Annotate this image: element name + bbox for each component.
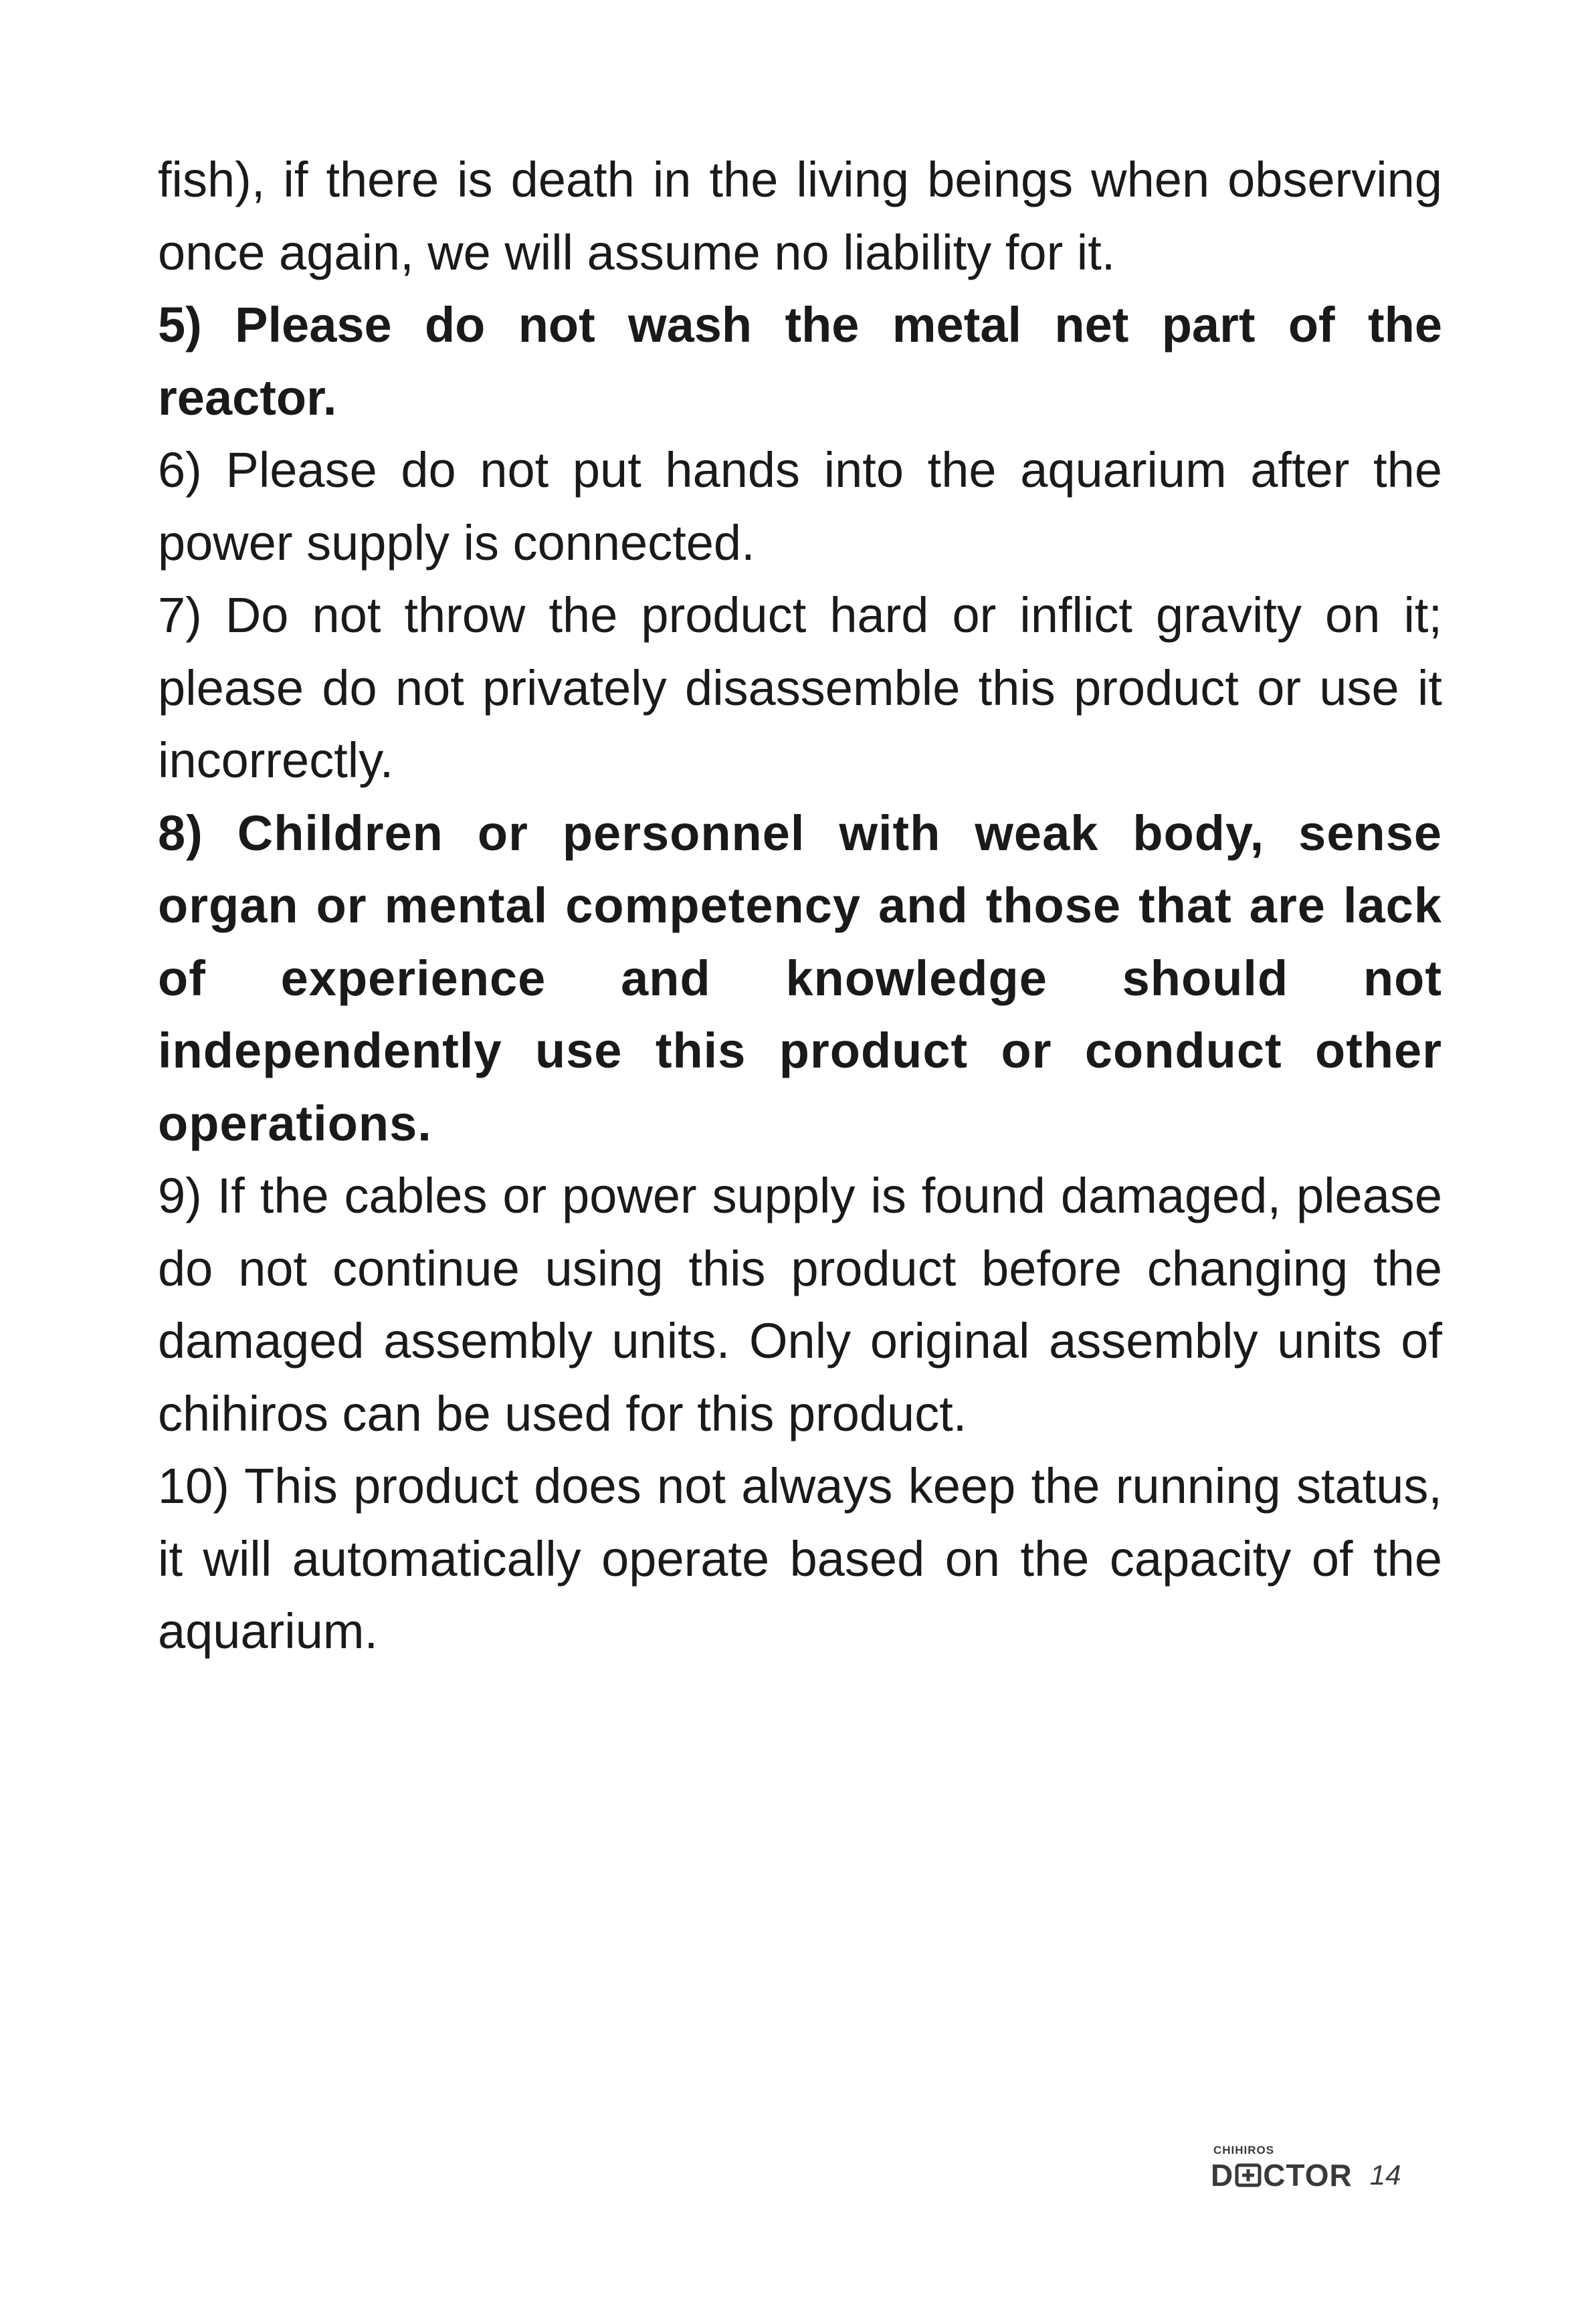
page-footer — [1211, 2144, 1438, 2191]
logo-letter-d: D — [1211, 2158, 1234, 2193]
plus-o-icon — [1235, 2162, 1262, 2189]
paragraph-item-9: 9) If the cables or power supply is found damaged, please do not continue using this product before changing the damaged assembly units. Only original assembly units of chihiros can be used for this product. — [158, 1168, 1442, 1441]
paragraph-item-8: 8) Children or personnel with weak body, sense organ or mental competency and those that are lack of experience and knowledge should not independently use this product or conduct other operations. — [158, 805, 1442, 1151]
brand-row — [1211, 2157, 1401, 2193]
paragraph-item-5: 5) Please do not wash the metal net part of the reactor. — [158, 297, 1442, 425]
manual-body — [158, 144, 1442, 1668]
paragraph-item-6: 6) Please do not put hands into the aquarium after the power supply is connected. — [158, 442, 1442, 571]
paragraph-item-10: 10) This product does not always keep the running status, it will automatically operate based on the capacity of the aquarium. — [158, 1458, 1442, 1659]
paragraph-fish-liability: fish), if there is death in the living beings when observing once again, we will assume no liability for it. — [158, 152, 1442, 280]
logo-letters-ctor: CTOR — [1263, 2158, 1353, 2193]
brand-small-label: CHIHIROS — [1213, 2144, 1275, 2156]
doctor-logo — [1211, 2157, 1353, 2193]
paragraph-item-7: 7) Do not throw the product hard or inflict gravity on it; please do not privately disassemble this product or use it incorrectly. — [158, 587, 1442, 788]
page-number: 14 — [1369, 2159, 1401, 2191]
